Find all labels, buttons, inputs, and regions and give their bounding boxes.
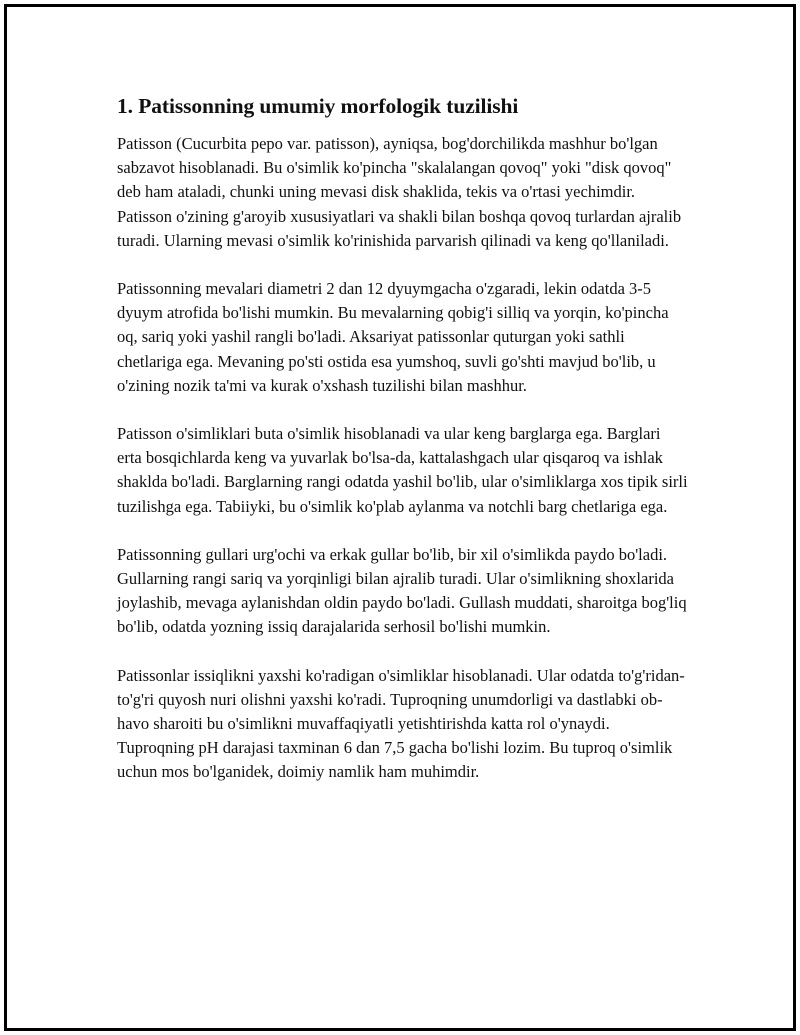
paragraph-5: Patissonlar issiqlikni yaxshi ko'radigan o'simliklar hisoblanadi. Ular odatda to'g'ridan-to'g'ri quyosh nuri olishni yaxshi ko'radi. Tuproqning unumdorligi va dastlabki ob-havo sharoiti bu o'simlikni muvaffaqiyatli yetishtirishda katta rol o'ynaydi. Tuproqning pH darajasi taxminan 6 dan 7,5 gacha bo'lishi lozim. Bu tuproq o'simlik uchun mos bo'lganidek, doimiy namlik ham muhimdir. xyxy=(117,665,685,782)
document-body xyxy=(117,92,689,809)
paragraph-2: Patissonning mevalari diametri 2 dan 12 dyuymgacha o'zgaradi, lekin odatda 3-5 dyuym atrofida bo'lishi mumkin. Bu mevalarning qobig'i silliq va yorqin, ko'pincha oq, sariq yoki yashil rangli bo'ladi. Aksariyat patissonlar quturgan yoki sathli chetlariga ega. Mevaning po'sti ostida esa yumshoq, suvli go'shti mavjud bo'lib, u o'zining nozik ta'mi va kurak o'xshash tuzilishi bilan mashhur. xyxy=(117,279,669,395)
section-heading: 1. Patissonning umumiy morfologik tuzilishi xyxy=(117,94,519,118)
paragraph-1: Patisson (Cucurbita pepo var. patisson), ayniqsa, bog'dorchilikda mashhur bo'lgan sabzavot hisoblanadi. Bu o'simlik ko'pincha "skalalangan qovoq" yoki "disk qovoq" deb ham ataladi, chunki uning mevasi disk shaklida, tekis va o'rtasi yechimdir. Patisson o'zining g'aroyib xususiyatlari va shakli bilan boshqa qovoq turlardan ajralib turadi. Ularning mevasi o'simlik ko'rinishida parvarish qilinadi va keng qo'llaniladi. xyxy=(117,134,682,250)
paragraph-4: Patissonning gullari urg'ochi va erkak gullar bo'lib, bir xil o'simlikda paydo bo'ladi. Gullarning rangi sariq va yorqinligi bilan ajralib turadi. Ular o'simlikning shoxlarida joylashib, mevaga aylanishdan oldin paydo bo'ladi. Gullash muddati, sharoitga bog'liq bo'lib, odatda yozning issiq darajalarida serhosil bo'lishi mumkin. xyxy=(117,544,687,637)
paragraph-3: Patisson o'simliklari buta o'simlik hisoblanadi va ular keng barglarga ega. Barglari erta bosqichlarda keng va yuvarlak bo'lsa-da, kattalashgach ular qisqaroq va ishlak shaklda bo'ladi. Barglarning rangi odatda yashil bo'lib, ular o'simliklarga xos tipik sirli tuzilishga ega. Tabiiyki, bu o'simlik ko'plab aylanma va notchli barg chetlariga ega. xyxy=(117,424,688,516)
